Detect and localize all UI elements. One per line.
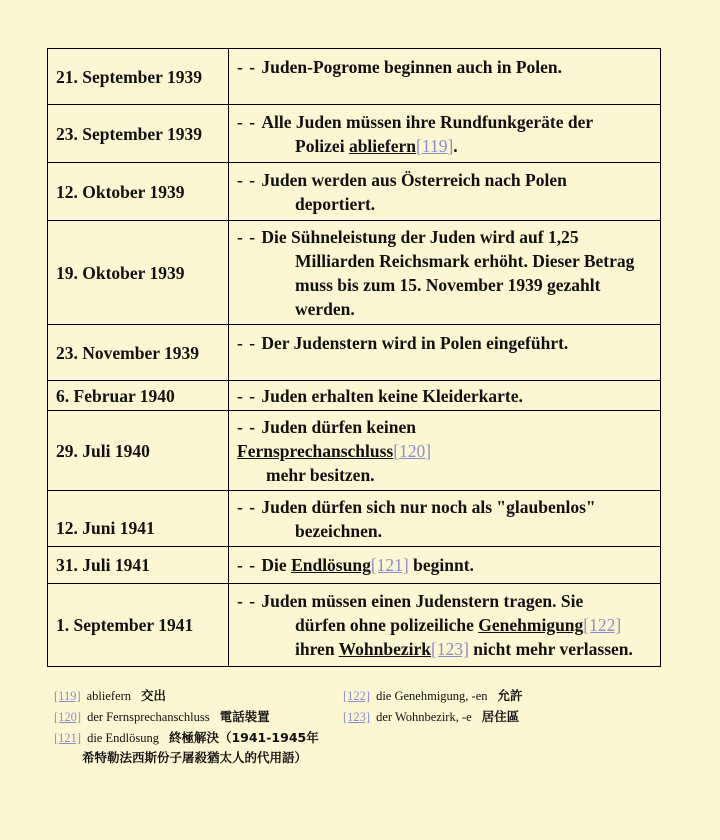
event-cell <box>229 584 661 667</box>
event-text: muss bis zum 15. November 1939 gezahlt <box>295 274 601 295</box>
footnote-gloss: 居住區 <box>481 709 520 724</box>
footnote-ref-label[interactable]: [121] <box>54 731 82 745</box>
date-cell: 19. Oktober 1939 <box>48 221 229 325</box>
event-cell <box>229 49 661 105</box>
event-text: ihren <box>295 639 339 659</box>
event-text: dürfen ohne polizeiliche <box>295 615 479 635</box>
event-dash: - - <box>237 332 262 353</box>
event-cell <box>229 163 661 221</box>
footnote-120 <box>54 707 270 727</box>
event-text: nicht mehr verlassen. <box>468 639 633 659</box>
event-text: Juden dürfen sich nur noch als "glaubenlos" <box>261 496 596 517</box>
footnote-119 <box>54 686 166 706</box>
table-row <box>48 49 661 105</box>
vocab-link-endloesung[interactable]: Endlösung <box>291 555 371 575</box>
footnote-term: der Fernsprechanschluss <box>87 710 210 724</box>
event-text: . <box>453 135 458 156</box>
footnote-ref-120[interactable]: [120] <box>393 440 432 461</box>
footnote-ref-121[interactable]: [121] <box>370 555 409 575</box>
vocab-link-wohnbezirk[interactable]: Wohnbezirk <box>338 639 431 659</box>
table-row <box>48 163 661 221</box>
date-cell: 12. Juni 1941 <box>48 491 229 547</box>
table-row <box>48 381 661 411</box>
event-text: Juden müssen einen Judenstern tragen. Sie <box>261 591 584 611</box>
table-row <box>48 491 661 547</box>
footnote-ref-123[interactable]: [123] <box>431 639 469 659</box>
footnote-ref-label[interactable]: [120] <box>54 710 82 724</box>
timeline-table <box>47 48 661 667</box>
footnote-121 <box>54 728 319 768</box>
footnote-term: die Endlösung <box>87 731 159 745</box>
event-dash: - - <box>237 416 262 437</box>
event-dash: - - <box>237 496 262 517</box>
event-cell <box>229 491 661 547</box>
footnote-ref-119[interactable]: [119] <box>416 135 454 156</box>
event-text: werden. <box>295 298 355 319</box>
footnote-term: der Wohnbezirk, -e <box>376 710 472 724</box>
date-cell: 23. September 1939 <box>48 105 229 163</box>
event-text: Die <box>261 555 292 575</box>
event-text: mehr besitzen. <box>266 464 375 485</box>
vocab-link-genehmigung[interactable]: Genehmigung <box>478 615 584 635</box>
event-dash: - - <box>237 111 262 132</box>
event-text: Juden-Pogrome beginnen auch in Polen. <box>261 56 563 77</box>
table-row <box>48 325 661 381</box>
footnote-123 <box>343 707 519 727</box>
table-row <box>48 547 661 584</box>
footnote-gloss: 交出 <box>141 688 167 703</box>
footnote-gloss: 終極解決（1941-1945年 <box>168 730 319 745</box>
event-cell <box>229 105 661 163</box>
event-cell <box>229 221 661 325</box>
date-cell: 12. Oktober 1939 <box>48 163 229 221</box>
table-row <box>48 221 661 325</box>
event-text: deportiert. <box>295 193 376 214</box>
table-row <box>48 411 661 491</box>
footnote-gloss: 允許 <box>497 688 523 703</box>
date-cell: 31. Juli 1941 <box>48 547 229 584</box>
event-text: Juden werden aus Österreich nach Polen <box>261 169 567 190</box>
event-cell <box>229 381 661 411</box>
event-text: Milliarden Reichsmark erhöht. Dieser Betrag <box>295 250 635 271</box>
footnote-ref-label[interactable]: [119] <box>54 689 81 703</box>
event-text: Die Sühneleistung der Juden wird auf 1,25 <box>261 226 579 247</box>
event-text: Polizei <box>295 135 349 156</box>
date-cell: 6. Februar 1940 <box>48 381 229 411</box>
event-dash: - - <box>237 56 262 77</box>
event-text: Juden erhalten keine Kleiderkarte. <box>261 385 523 406</box>
footnote-gloss-cont: 希特勒法西斯份子屠殺猶太人的代用語） <box>82 750 308 765</box>
event-text: bezeichnen. <box>295 520 383 541</box>
footnote-term: die Genehmigung, -en <box>376 689 488 703</box>
event-dash: - - <box>237 385 262 406</box>
date-cell: 21. September 1939 <box>48 49 229 105</box>
date-cell: 1. September 1941 <box>48 584 229 667</box>
footnote-ref-label[interactable]: [123] <box>343 710 371 724</box>
event-text: Der Judenstern wird in Polen eingeführt. <box>261 332 569 353</box>
event-dash: - - <box>237 169 262 190</box>
date-cell: 29. Juli 1940 <box>48 411 229 491</box>
date-cell: 23. November 1939 <box>48 325 229 381</box>
footnote-gloss: 電話裝置 <box>219 709 270 724</box>
footnote-term: abliefern <box>86 689 132 703</box>
vocab-link-fernsprechanschluss[interactable]: Fernsprechanschluss <box>237 440 394 461</box>
table-row <box>48 105 661 163</box>
vocab-link-abliefern[interactable]: abliefern <box>348 135 417 156</box>
event-text: beginnt. <box>408 555 474 575</box>
event-text: Alle Juden müssen ihre Rundfunkgeräte der <box>261 111 594 132</box>
event-dash: - - <box>237 555 262 575</box>
event-dash: - - <box>237 591 262 611</box>
event-cell <box>229 411 661 491</box>
footnote-122 <box>343 686 523 706</box>
table-row <box>48 584 661 667</box>
footnote-ref-122[interactable]: [122] <box>583 615 622 635</box>
event-cell <box>229 325 661 381</box>
event-text: Juden dürfen keinen <box>261 416 417 437</box>
event-dash: - - <box>237 226 262 247</box>
footnote-ref-label[interactable]: [122] <box>343 689 371 703</box>
event-cell <box>229 547 661 584</box>
